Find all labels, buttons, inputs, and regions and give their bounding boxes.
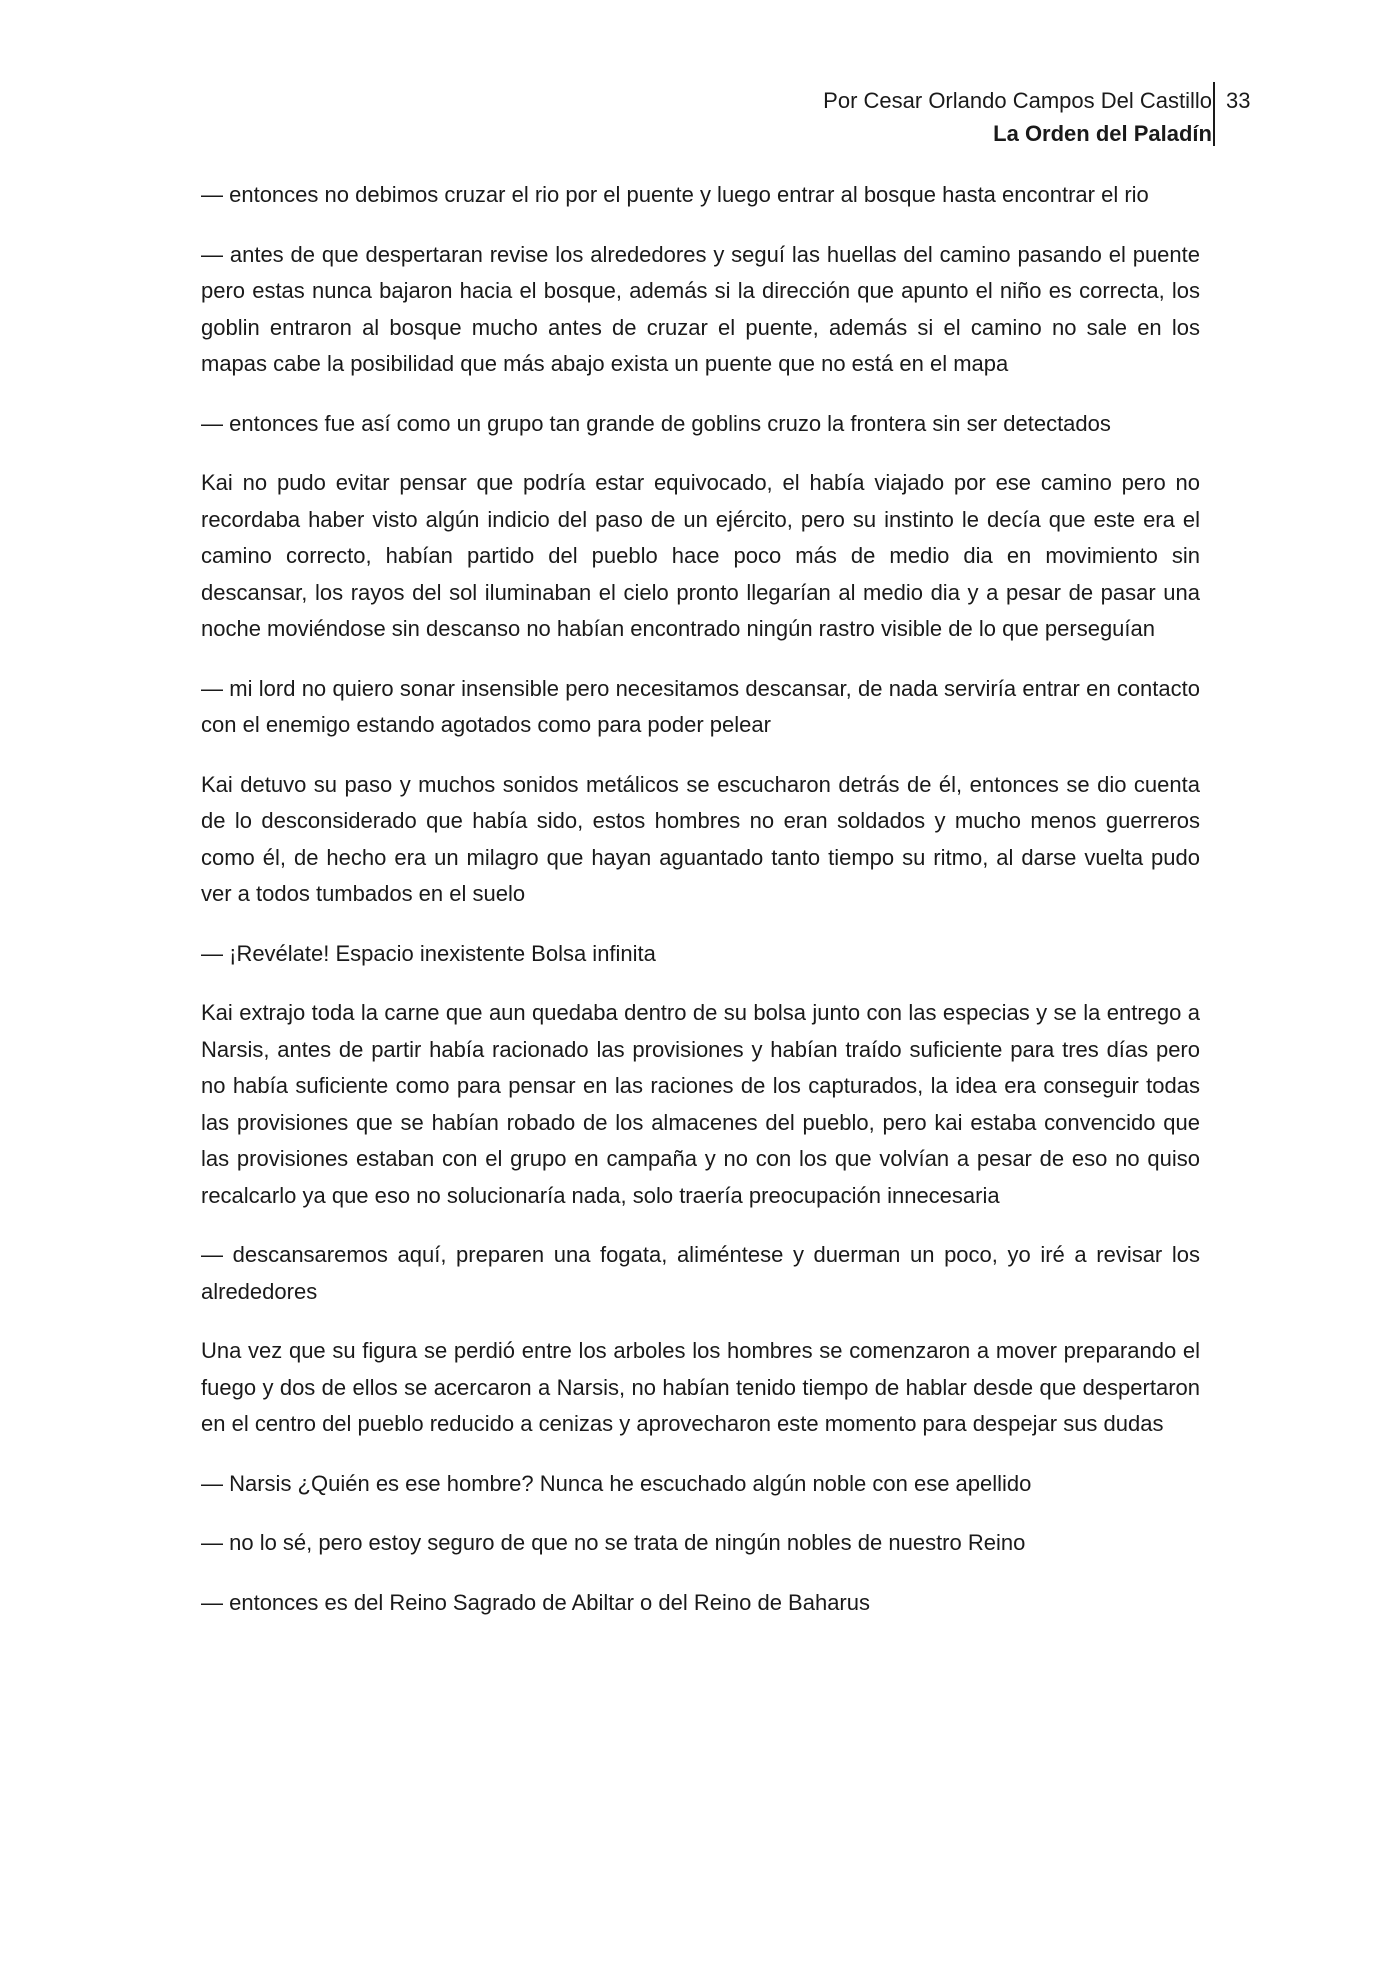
page-body xyxy=(201,177,1200,1644)
paragraph: — entonces fue así como un grupo tan grande de goblins cruzo la frontera sin ser detectados xyxy=(201,410,1111,436)
paragraph: — descansaremos aquí, preparen una fogata, aliméntese y duerman un poco, yo iré a revisar los alrededores xyxy=(201,1242,1200,1304)
header-divider xyxy=(1213,82,1215,146)
paragraph: — Narsis ¿Quién es ese hombre? Nunca he escuchado algún noble con ese apellido xyxy=(201,1470,1032,1496)
paragraph: — no lo sé, pero estoy seguro de que no se trata de ningún nobles de nuestro Reino xyxy=(201,1530,1026,1555)
paragraph: Una vez que su figura se perdió entre los arboles los hombres se comenzaron a mover preparando el fuego y dos de ellos se acercaron a Narsis, no habían tenido tiempo de hablar desde que despertaron en el centro del pueblo reducido a cenizas y aprovecharon este momento para despejar sus dudas xyxy=(201,1338,1200,1436)
page-header xyxy=(823,84,1212,150)
page-number: 33 xyxy=(1226,88,1251,113)
paragraph: — mi lord no quiero sonar insensible pero necesitamos descansar, de nada serviría entrar en contacto con el enemigo estando agotados como para poder pelear xyxy=(201,675,1200,737)
paragraph: — ¡Revélate! Espacio inexistente Bolsa infinita xyxy=(201,940,656,966)
paragraph: Kai extrajo toda la carne que aun quedaba dentro de su bolsa junto con las especias y se la entrego a Narsis, antes de partir había racionado las provisiones y habían traído suficiente para tres días pero no había suficiente como para pensar en las raciones de los capturados, la idea era conseguir todas las provisiones que se habían robado de los almacenes del pueblo, pero kai estaba convencido que las provisiones estaban con el grupo en campaña y no con los que volvían a pesar de eso no quiso recalcarlo ya que eso no solucionaría nada, solo traería preocupación innecesaria xyxy=(201,1000,1200,1208)
paragraph: Kai detuvo su paso y muchos sonidos metálicos se escucharon detrás de él, entonces se dio cuenta de lo desconsiderado que había sido, estos hombres no eran soldados y mucho menos guerreros como él, de hecho era un milagro que hayan aguantado tanto tiempo su ritmo, al darse vuelta pudo ver a todos tumbados en el suelo xyxy=(201,771,1200,906)
paragraph: — entonces no debimos cruzar el rio por el puente y luego entrar al bosque hasta encontrar el rio xyxy=(201,182,1149,207)
paragraph: — entonces es del Reino Sagrado de Abiltar o del Reino de Baharus xyxy=(201,1589,870,1615)
header-book-title: La Orden del Paladín xyxy=(993,121,1212,146)
paragraph: — antes de que despertaran revise los alrededores y seguí las huellas del camino pasando el puente pero estas nunca bajaron hacia el bosque, además si la dirección que apunto el niño es correcta, los goblin entraron al bosque mucho antes de cruzar el puente, además si el camino no sale en los mapas cabe la posibilidad que más abajo exista un puente que no está en el mapa xyxy=(201,241,1200,376)
paragraph: Kai no pudo evitar pensar que podría estar equivocado, el había viajado por ese camino pero no recordaba haber visto algún indicio del paso de un ejército, pero su instinto le decía que este era el camino correcto, habían partido del pueblo hace poco más de medio dia en movimiento sin descansar, los rayos del sol iluminaban el cielo pronto llegarían al medio dia y a pesar de pasar una noche moviéndose sin descanso no habían encontrado ningún rastro visible de lo que perseguían xyxy=(201,470,1200,641)
header-author: Por Cesar Orlando Campos Del Castillo xyxy=(823,88,1212,113)
